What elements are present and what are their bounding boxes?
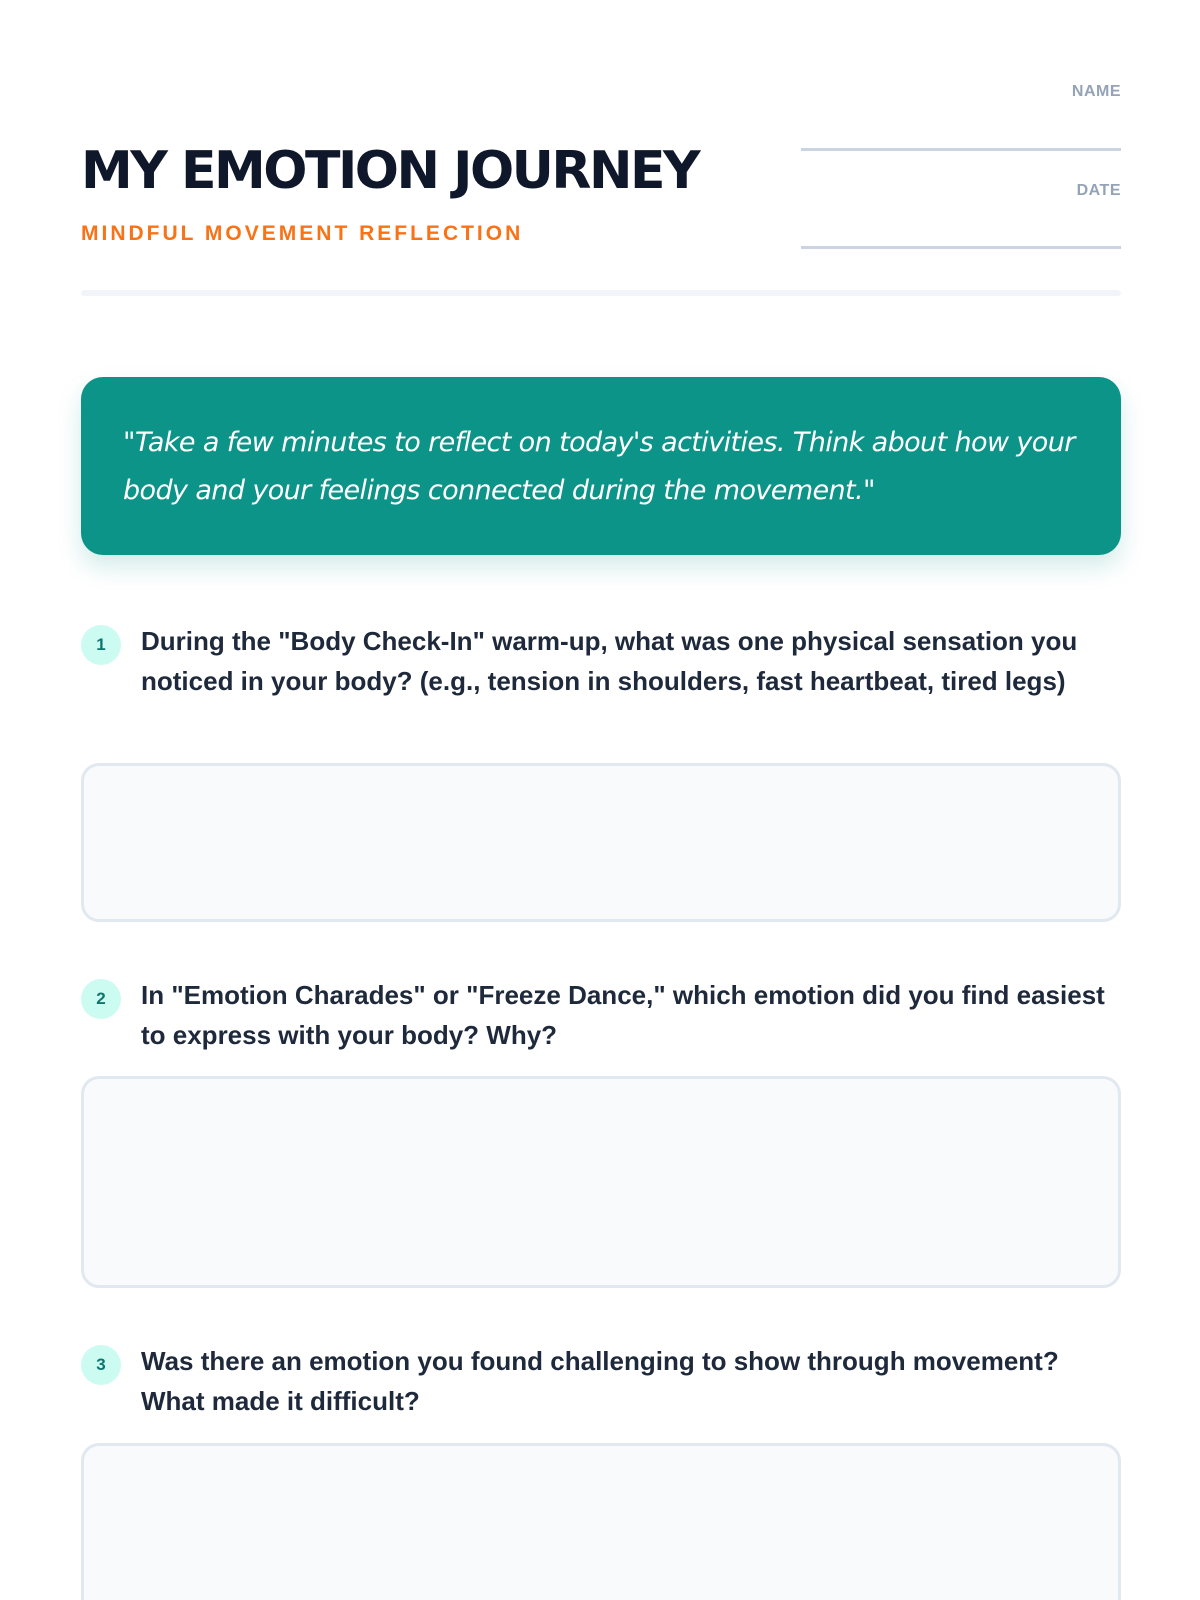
answer-box-3[interactable] — [81, 1443, 1121, 1600]
worksheet-page — [81, 0, 1121, 1600]
question-text: Was there an emotion you found challenging to show through movement? What made it difficult? — [141, 1346, 1059, 1416]
question-text: In "Emotion Charades" or "Freeze Dance," which emotion did you find easiest to express with your body? Why? — [141, 980, 1105, 1050]
worksheet-header — [81, 0, 1121, 300]
question-number-badge: 3 — [81, 1345, 121, 1385]
intro-callout — [81, 377, 1121, 555]
answer-box-1[interactable] — [81, 763, 1121, 922]
intro-text: "Take a few minutes to reflect on today's activities. Think about how your body and your feelings connected during the movement." — [123, 427, 1075, 506]
date-field[interactable] — [801, 246, 1121, 249]
header-divider — [81, 290, 1121, 296]
name-field[interactable] — [801, 148, 1121, 151]
date-label: DATE — [1076, 182, 1121, 199]
answer-box-2[interactable] — [81, 1076, 1121, 1288]
page-title: MY EMOTION JOURNEY — [81, 141, 699, 201]
name-label: NAME — [1071, 83, 1121, 100]
question-number-badge: 1 — [81, 625, 121, 665]
page-subtitle: MINDFUL MOVEMENT REFLECTION — [81, 222, 524, 245]
question-text: During the "Body Check-In" warm-up, what was one physical sensation you noticed in your body? (e.g., tension in shoulders, fast heartbeat, tired legs) — [141, 626, 1078, 696]
question-number-badge: 2 — [81, 979, 121, 1019]
